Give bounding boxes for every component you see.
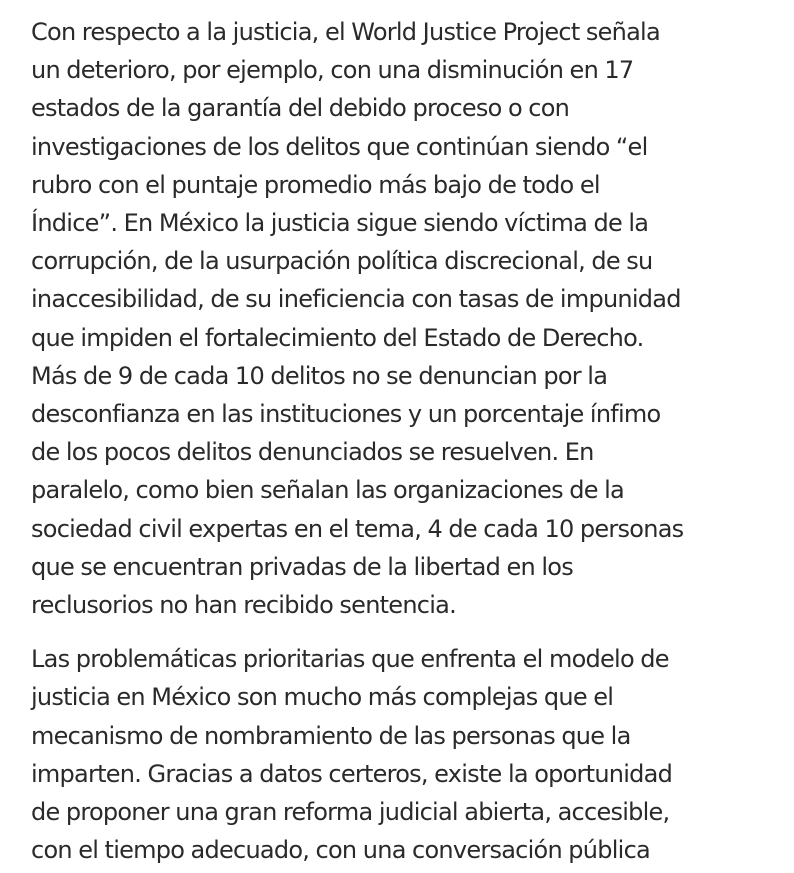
paragraph-line: mecanismo de nombramiento de las personas que la — [31, 721, 631, 750]
paragraph-line: con el tiempo adecuado, con una conversación pública — [31, 836, 650, 865]
paragraph-line: que impiden el fortalecimiento del Estado de Derecho. — [31, 323, 644, 352]
paragraph-line: corrupción, de la usurpación política discrecional, de su — [31, 247, 653, 276]
paragraph-line: inaccesibilidad, de su ineficiencia con tasas de impunidad — [31, 285, 681, 314]
paragraph-line: imparten. Gracias a datos certeros, existe la oportunidad — [31, 759, 673, 788]
paragraph-line: paralelo, como bien señalan las organizaciones de la — [31, 476, 624, 505]
paragraph-line: de los pocos delitos denunciados se resuelven. En — [31, 438, 594, 467]
paragraph-line: rubro con el puntaje promedio más bajo de todo el — [31, 170, 600, 199]
paragraph-2 — [31, 640, 779, 869]
paragraph-line: de proponer una gran reforma judicial abierta, accesible, — [31, 798, 670, 827]
paragraph-line: que se encuentran privadas de la libertad en los — [31, 552, 573, 581]
paragraph-line: reclusorios no han recibido sentencia. — [31, 591, 456, 620]
paragraph-1 — [31, 13, 779, 624]
paragraph-line: Las problemáticas prioritarias que enfrenta el modelo de — [31, 645, 669, 674]
paragraph-line: Con respecto a la justicia, el World Justice Project señala — [31, 18, 660, 46]
article-body — [31, 13, 779, 869]
paragraph-line: investigaciones de los delitos que continúan siendo “el — [31, 132, 648, 161]
paragraph-line: un deterioro, por ejemplo, con una disminución en 17 — [31, 56, 634, 85]
paragraph-line: sociedad civil expertas en el tema, 4 de cada 10 personas — [31, 514, 684, 543]
paragraph-line: Más de 9 de cada 10 delitos no se denuncian por la — [31, 361, 608, 390]
paragraph-line: justicia en México son mucho más complejas que el — [31, 683, 614, 712]
paragraph-line: desconfianza en las instituciones y un porcentaje ínfimo — [31, 400, 661, 429]
paragraph-line: Índice”. En México la justicia sigue siendo víctima de la — [31, 209, 649, 238]
paragraph-line: estados de la garantía del debido proceso o con — [31, 94, 570, 123]
